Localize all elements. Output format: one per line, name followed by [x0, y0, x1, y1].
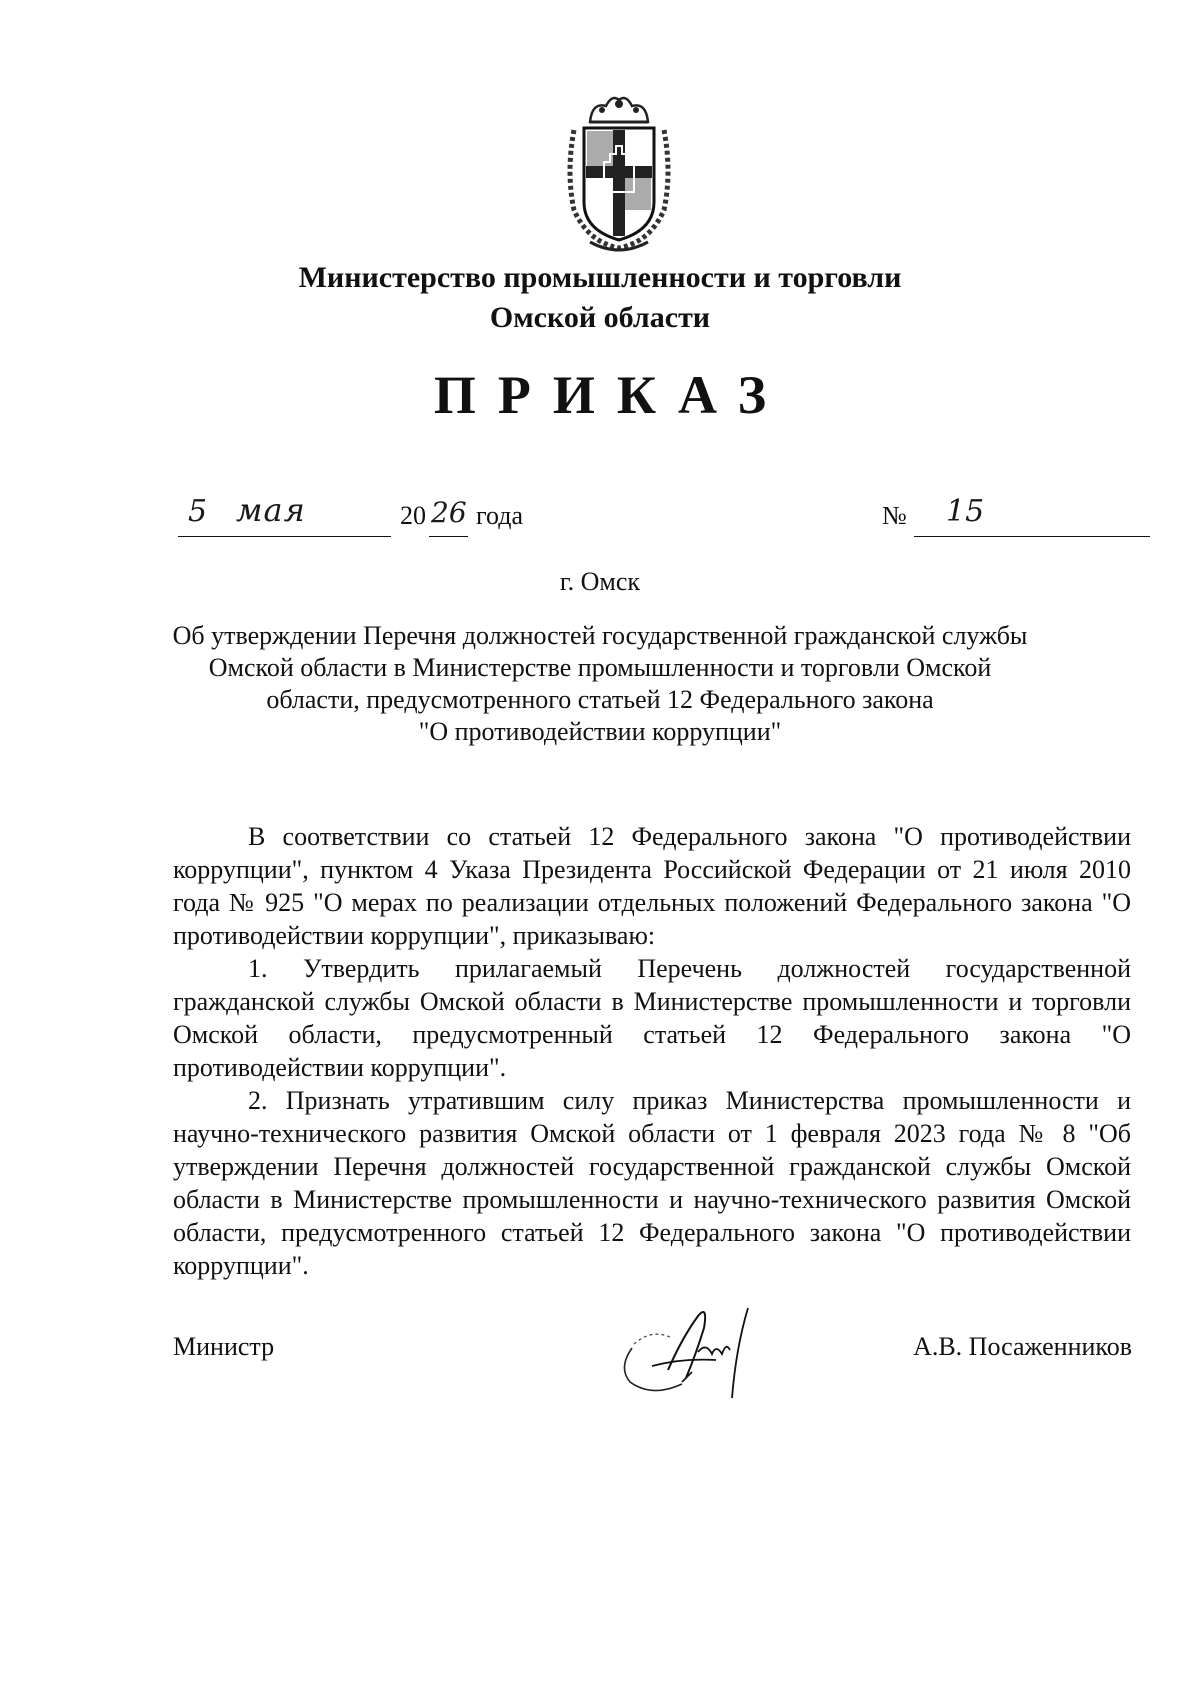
date-year-word: года — [476, 501, 524, 530]
date-day: 5 — [188, 494, 208, 529]
city-line: г. Омск — [559, 567, 641, 596]
coat-of-arms-icon — [560, 92, 678, 252]
order-title-line: Омской области в Министерстве промышленности и торговли Омской — [208, 653, 992, 682]
number-sign: № — [882, 501, 907, 530]
order-title-line: "О противодействии коррупции" — [418, 717, 782, 746]
order-title — [170, 620, 1030, 748]
date-year-suffix: 26 — [431, 496, 467, 529]
order-title-line: области, предусмотренного статьей 12 Федерального закона — [266, 685, 934, 714]
item-1-paragraph: 1. Утвердить прилагаемый Перечень должностей государственной гражданской службы Омской области в Министерстве промышленности и торговли Омской области, предусмотренный статьей 12 Федерального закона "О противодействии коррупции". — [173, 954, 1131, 1082]
signer-name: А.В. Посаженников — [913, 1332, 1132, 1361]
ministry-name-line1: Министерство промышленности и торговли — [298, 261, 902, 294]
preamble-paragraph: В соответствии со статьей 12 Федерального закона "О противодействии коррупции", пунктом 4 Указа Президента Российской Федерации от 21 июля 2010 года № 925 "О мерах по реализации отдельных положений Федерального закона "О противодействии коррупции", приказываю: — [173, 822, 1131, 950]
item-2-paragraph: 2. Признать утратившим силу приказ Министерства промышленности и научно-технического развития Омской области от 1 февраля 2023 года № 8 "Об утверждении Перечня должностей государственной гражданской службы Омской области в Министерстве промышленности и научно-технического развития Омской области, предусмотренного статьей 12 Федерального закона "О противодействии коррупции". — [173, 1086, 1131, 1280]
order-title-line: Об утверждении Перечня должностей государственной гражданской службы — [172, 621, 1028, 650]
document-type-heading: ПРИКАЗ — [433, 365, 789, 425]
date-month: мая — [236, 491, 306, 529]
date-year-prefix: 20 — [400, 501, 426, 530]
signer-title: Министр — [173, 1332, 275, 1361]
handwritten-signature — [612, 1298, 782, 1408]
number-value: 15 — [946, 494, 985, 529]
order-body — [173, 820, 1131, 1282]
ministry-name-line2: Омской области — [489, 301, 711, 334]
